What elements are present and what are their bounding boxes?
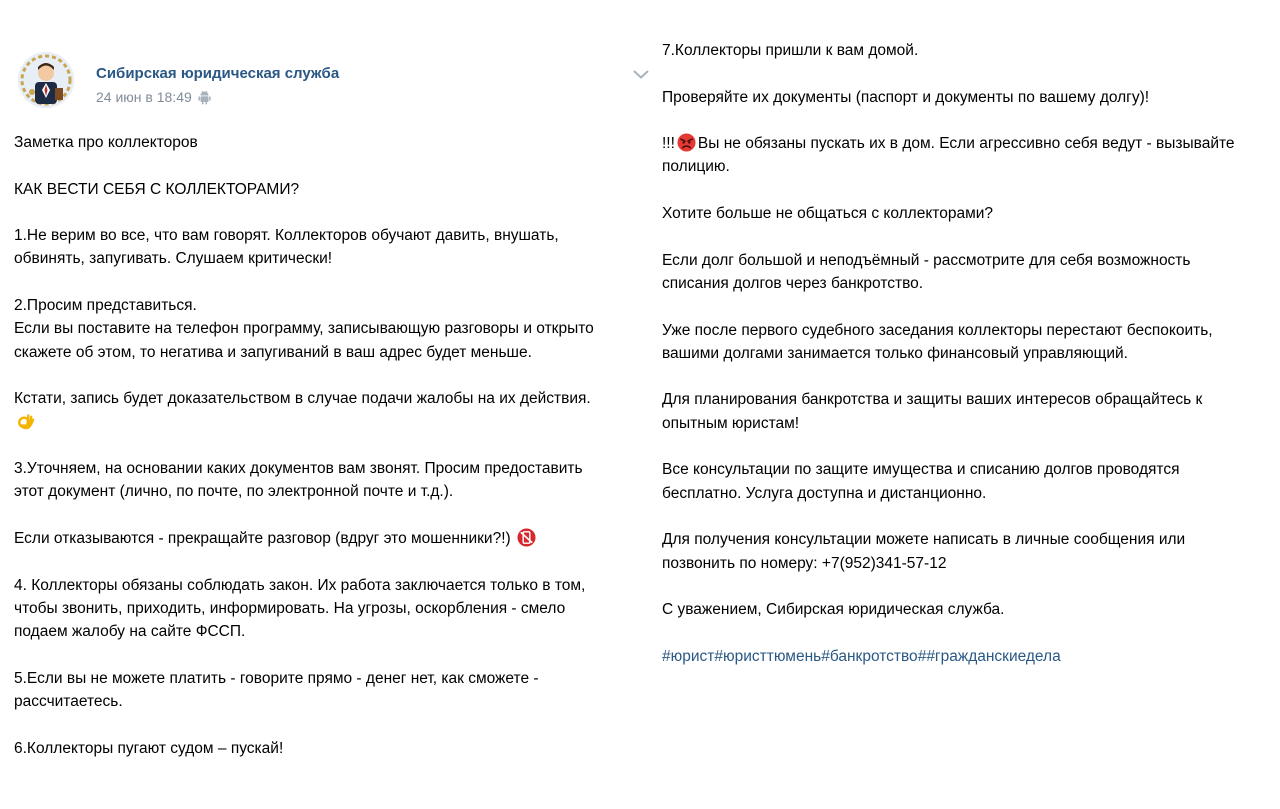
text-line <box>662 132 1278 155</box>
post-text-right-column <box>662 39 1278 668</box>
text-line: Проверяйте их документы (паспорт и документы по вашему долгу)! <box>662 88 1150 106</box>
chevron-down-icon[interactable] <box>632 68 650 80</box>
text-line: 6.Коллекторы пугают судом – пускай! <box>14 739 284 757</box>
text-line: Если долг большой и неподъёмный - рассмотрите для себя возможность <box>662 251 1191 269</box>
text-line: обвинять, запугивать. Слушаем критически! <box>14 250 333 268</box>
blank-line <box>662 365 1278 388</box>
text-line: Для получения консультации можете написать в личные сообщения или <box>662 531 1186 549</box>
text-segment: Вы не обязаны пускать их в дом. Если агрессивно себя ведут - вызывайте <box>697 135 1235 153</box>
hashtag-link[interactable]: #гражданскиедела <box>926 647 1061 665</box>
blank-line <box>14 271 644 294</box>
text-line: 2.Просим представиться. <box>14 297 197 315</box>
post-meta <box>96 89 211 105</box>
post-text-left-column <box>14 131 644 760</box>
hashtag-link[interactable]: #юрист <box>662 647 715 665</box>
hashtag-link[interactable]: #банкротство <box>821 647 918 665</box>
author-link[interactable]: Сибирская юридическая служба <box>96 65 340 82</box>
text-line: Все консультации по защите имущества и списанию долгов проводятся <box>662 461 1180 479</box>
blank-line <box>14 364 644 387</box>
text-line: этот документ (лично, по почте, по электронной почте и т.д.). <box>14 483 454 501</box>
emoji-line <box>14 411 644 434</box>
warning-prefix: !!! <box>662 135 675 153</box>
blank-line <box>662 435 1278 458</box>
hashtags <box>662 645 1278 668</box>
text-line: полицию. <box>662 158 730 176</box>
ok-hand-emoji-icon <box>16 412 35 431</box>
blank-line <box>14 644 644 667</box>
avatar[interactable] <box>18 52 74 108</box>
text-line: 7.Коллекторы пришли к вам домой. <box>662 42 919 59</box>
text-segment: Если отказываются - прекращайте разговор (вдруг это мошенники?!) <box>14 530 511 548</box>
text-line: подаем жалобу на сайте ФССП. <box>14 623 246 641</box>
blank-line <box>662 109 1278 132</box>
text-line: С уважением, Сибирская юридическая служба. <box>662 601 1005 619</box>
blank-line <box>14 504 644 527</box>
text-line: 1.Не верим во все, что вам говорят. Коллекторов обучают давить, внушать, <box>14 227 559 245</box>
blank-line <box>662 62 1278 85</box>
text-line <box>14 527 644 550</box>
blank-line <box>662 505 1278 528</box>
text-line: позвонить по номеру: +7(952)341-57-12 <box>662 554 947 572</box>
blank-line <box>662 225 1278 248</box>
text-line: скажете об этом, то негатива и запугиваний в ваш адрес будет меньше. <box>14 343 532 361</box>
text-line: 5.Если вы не можете платить - говорите прямо - денег нет, как сможете - <box>14 669 539 687</box>
post-date[interactable]: 24 июн в 18:49 <box>96 89 192 105</box>
text-line: Для планирования банкротства и защиты ваших интересов обращайтесь к <box>662 391 1203 409</box>
angry-face-emoji-icon <box>677 133 696 152</box>
text-line: вашими долгами занимается только финансовый управляющий. <box>662 344 1128 362</box>
text-line: рассчитаетесь. <box>14 693 123 711</box>
text-line: Уже после первого судебного заседания коллекторы перестают беспокоить, <box>662 321 1213 339</box>
hashtag-link[interactable]: #юристтюмень <box>714 647 822 665</box>
blank-line <box>662 621 1278 644</box>
blank-line <box>662 575 1278 598</box>
blank-line <box>14 154 644 177</box>
text-line: КАК ВЕСТИ СЕБЯ С КОЛЛЕКТОРАМИ? <box>14 180 300 198</box>
text-line: списания долгов через банкротство. <box>662 274 924 292</box>
avatar-lawyer-icon <box>18 52 74 108</box>
no-mobile-phones-emoji-icon <box>517 528 536 547</box>
text-line: 4. Коллекторы обязаны соблюдать закон. Их работа заключается только в том, <box>14 576 586 594</box>
text-line: опытным юристам! <box>662 414 800 432</box>
blank-line <box>14 713 644 736</box>
text-line: Заметка про коллекторов <box>14 134 198 151</box>
hashtag-link[interactable]: # <box>917 647 927 665</box>
blank-line <box>662 179 1278 202</box>
blank-line <box>14 201 644 224</box>
text-line: бесплатно. Услуга доступна и дистанционно. <box>662 484 987 502</box>
blank-line <box>14 550 644 573</box>
android-icon <box>198 90 211 105</box>
text-line: чтобы звонить, приходить, информировать. На угрозы, оскорбления - смело <box>14 599 566 617</box>
blank-line <box>14 434 644 457</box>
text-line: Если вы поставите на телефон программу, записывающую разговоры и открыто <box>14 320 594 338</box>
text-line: Хотите больше не общаться с коллекторами? <box>662 205 994 223</box>
text-line: 3.Уточняем, на основании каких документов вам звонят. Просим предоставить <box>14 460 583 478</box>
post-header <box>18 52 658 118</box>
blank-line <box>662 295 1278 318</box>
text-line: Кстати, запись будет доказательством в случае подачи жалобы на их действия. <box>14 390 591 408</box>
